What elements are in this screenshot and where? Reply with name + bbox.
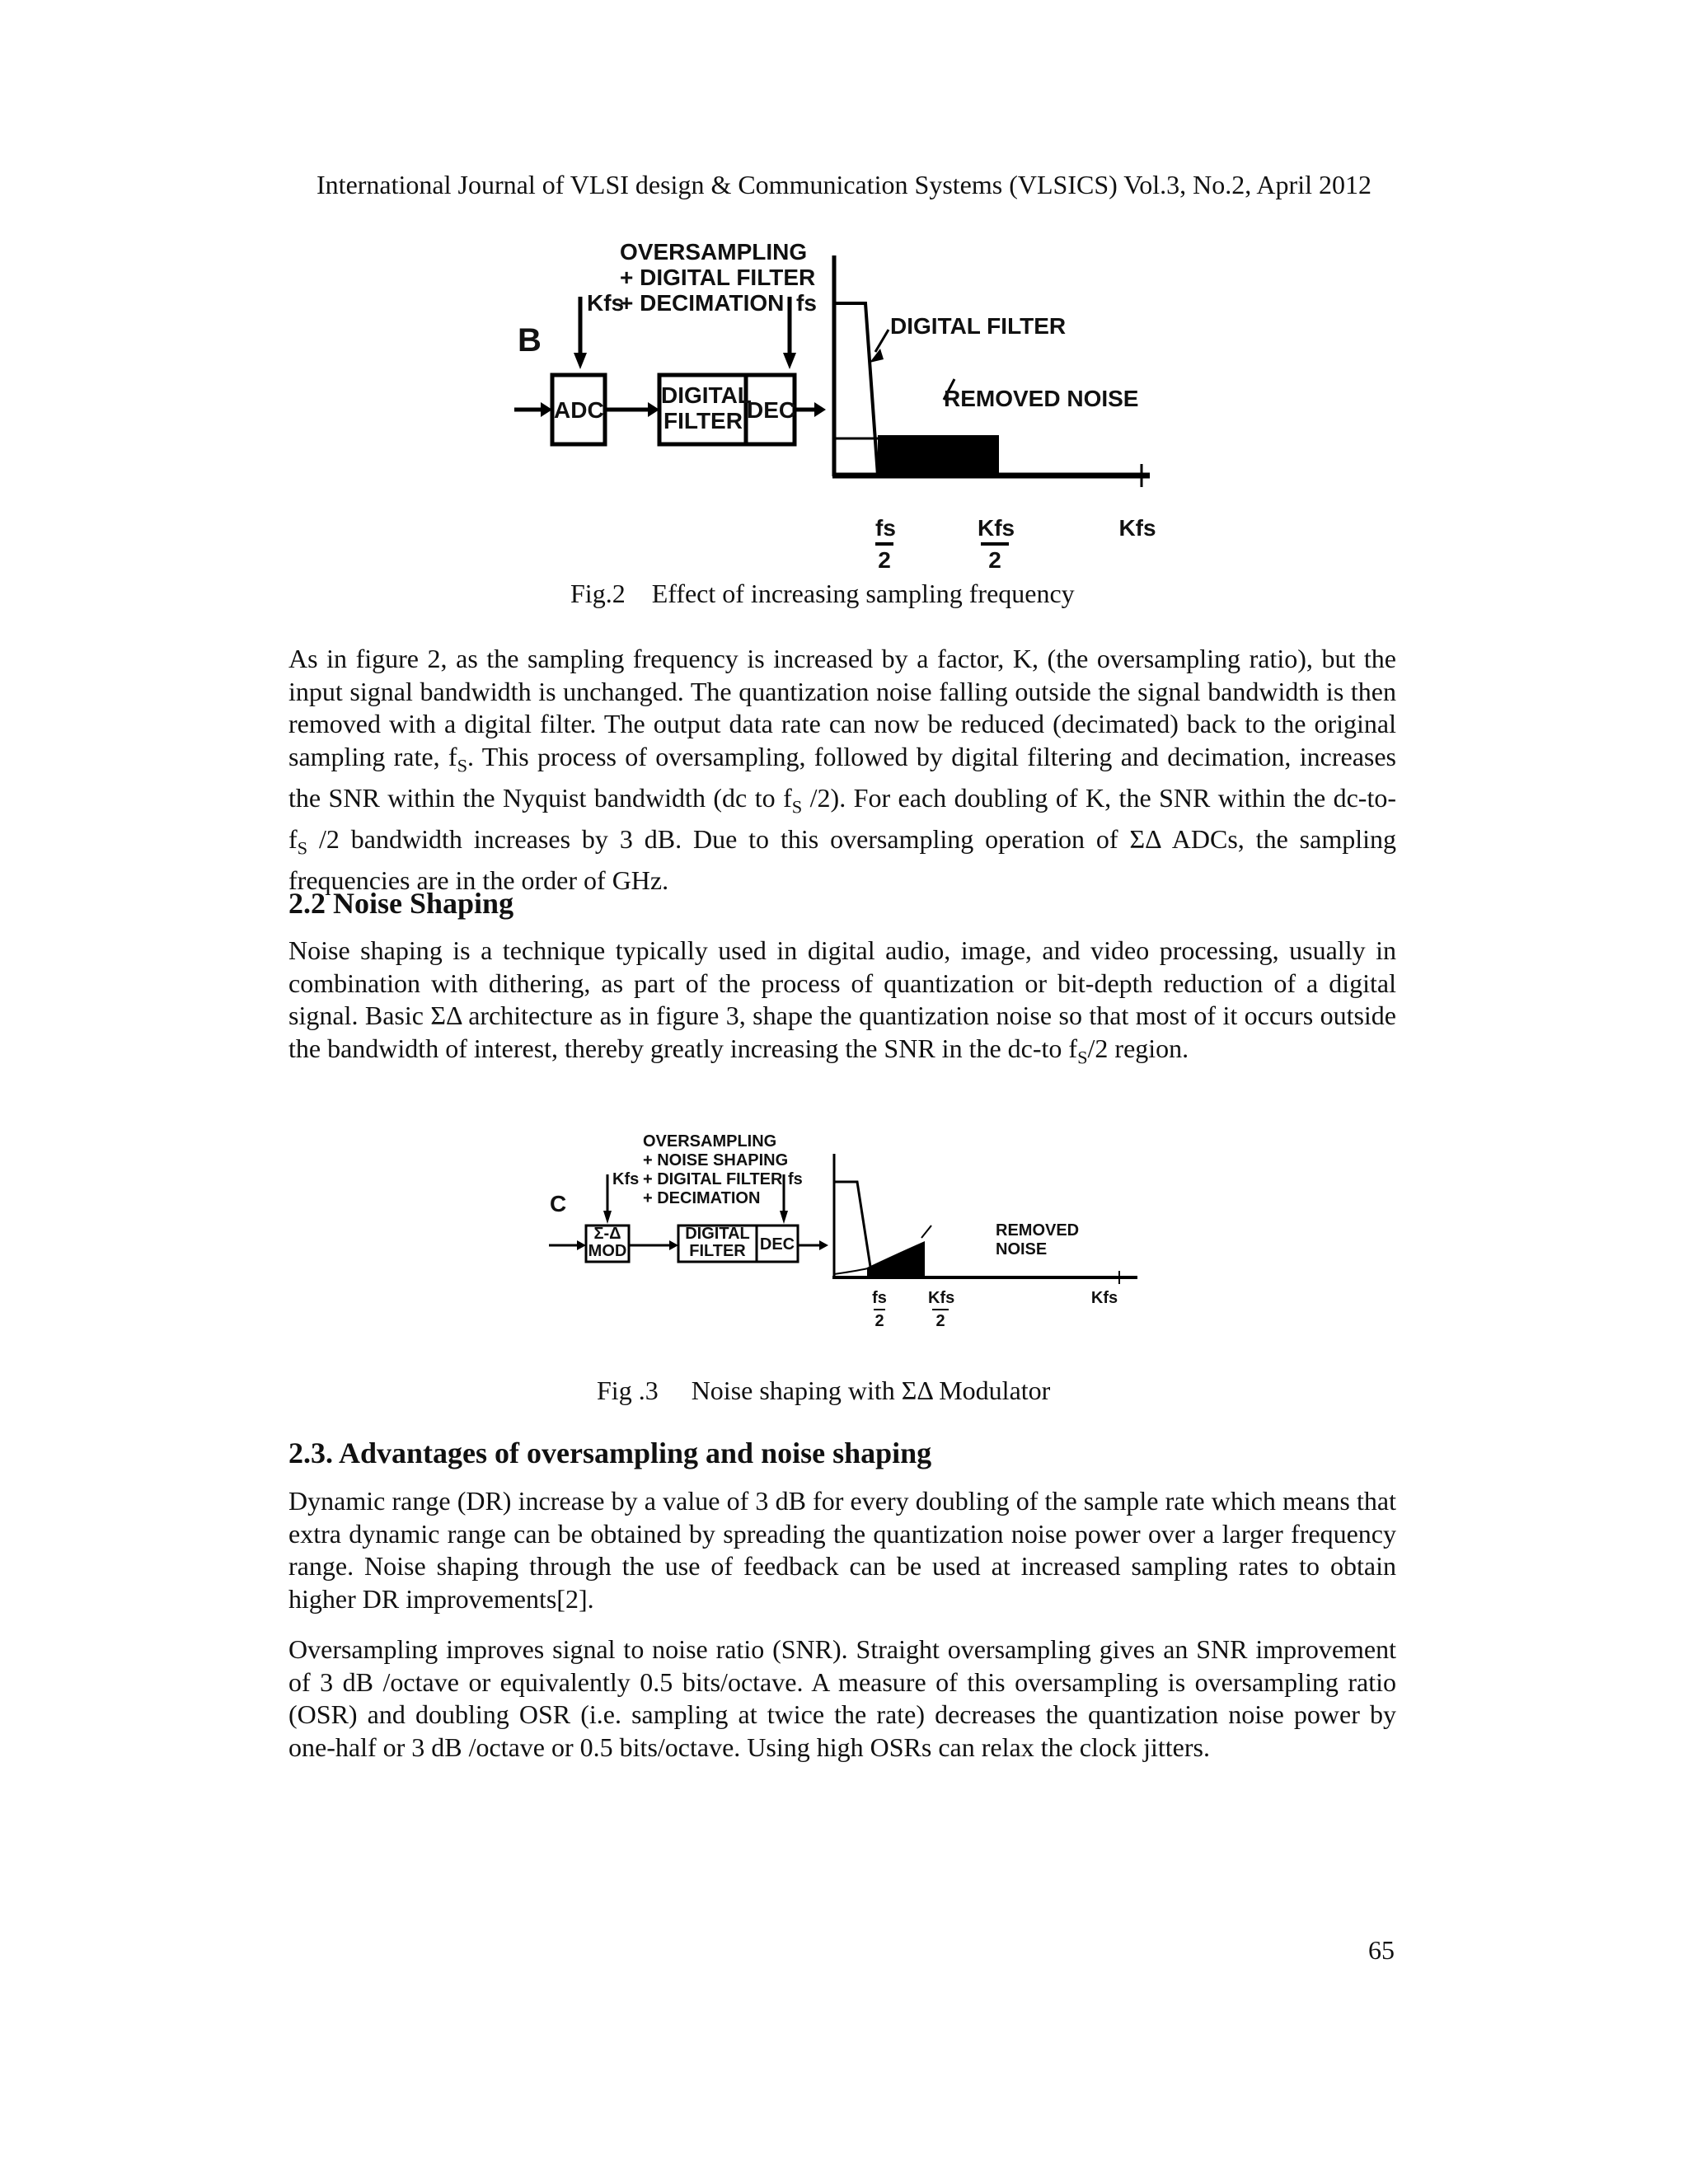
figure-2-process-label: [620, 239, 815, 316]
figure-2-removed-noise-annotation: REMOVED NOISE: [944, 386, 1139, 411]
figure-2-tick-1-denominator: 2: [878, 547, 891, 573]
figure-2-caption: Fig.2 Effect of increasing sampling frequency: [570, 579, 1075, 608]
figure-2-output-rate-label: fs: [796, 290, 817, 316]
paragraph-dynamic-range: Dynamic range (DR) increase by a value of 3 dB for every doubling of the sample rate which means that extra dynamic range can be obtained by spreading the quantization noise power over a larger frequency range. Noise shaping through the use of feedback can be used at increased sampling rates to obtain higher DR improvements[2].: [288, 1486, 1396, 1614]
figure-2-tick-2-denominator: 2: [988, 547, 1001, 573]
figure-3-noise-line-1: REMOVED: [996, 1221, 1080, 1240]
paragraph-oversampling-effect: As in figure 2, as the sampling frequency is increased by a factor, K, (the oversampling ratio), but the input signal bandwidth is unchanged. The quantization noise falling outside the signal bandwidth is then removed with a digital filter. The output data rate can now be reduced (decimated) back to the original sampling rate, $f_S$. This process of oversampling, followed by digital filtering and decimation, increases the SNR within the Nyquist bandwidth (dc to $f_S$ /2). For each doubling of K, the SNR within the dc-to- $f_S$ /2 bandwidth increases by 3 dB. Due to this oversampling operation of ΣΔ ADCs, the sampling frequencies are in the order of GHz.: [288, 644, 1397, 895]
figure-3-block-modulator: [587, 1226, 628, 1260]
figure-2-filter-line-1: DIGITAL: [661, 382, 752, 408]
paragraph-noise-shaping: Noise shaping is a technique typically used in digital audio, image, and video processing, usually in combination with dithering, as part of the process of quantization or bit-depth reduction of a digital signal. Basic ΣΔ architecture as in figure 3, shape the quantization noise so that most of it occurs outside the bandwidth of interest, thereby greatly increasing the SNR in the dc-to $f_S/2$ region.: [288, 935, 1396, 1068]
figure-2-tick-1-numerator: fs: [875, 515, 896, 541]
figure-2-process-line-1: OVERSAMPLING: [620, 239, 808, 265]
figure-3-process-line-4: + DECIMATION: [643, 1189, 761, 1207]
paragraph-snr-improvement: Oversampling improves signal to noise ratio (SNR). Straight oversampling gives an SNR improvement of 3 dB /octave or equivalently 0.5 bits/octave. A measure of this oversampling is oversampling ratio (OSR) and doubling OSR (i.e. sampling at twice the rate) decreases the quantization noise power by one-half or 3 dB /octave or 0.5 bits/octave. Using high OSRs can relax the clock jitters.: [288, 1634, 1396, 1762]
figure-2-process-line-3: + DECIMATION: [620, 290, 785, 316]
figure-3-process-line-2: + NOISE SHAPING: [643, 1151, 789, 1169]
figure-2-filter-line-2: FILTER: [663, 408, 743, 434]
figure-3-input-rate-label: Kfs: [612, 1170, 640, 1188]
figure-3-process-label: [643, 1132, 788, 1208]
figure-2-panel-letter: B: [518, 322, 542, 359]
journal-header: International Journal of VLSI design & Communication Systems (VLSICS) Vol.3, No.2, April 2012: [316, 170, 1372, 199]
figure-3-mod-line-1: Σ-Δ: [593, 1225, 621, 1243]
figure-3-process-line-1: OVERSAMPLING: [643, 1132, 777, 1151]
figure-3-tick-2-numerator: Kfs: [928, 1289, 955, 1307]
figure-3-block-dec: DEC: [759, 1235, 795, 1254]
figure-3-caption: Fig .3 Noise shaping with ΣΔ Modulator: [597, 1376, 1051, 1405]
figure-3-tick-1-denominator: 2: [874, 1312, 884, 1330]
figure-2-block-adc: ADC: [554, 397, 604, 423]
figure-3-filter-line-2: FILTER: [689, 1242, 746, 1260]
figure-3-block-digital-filter: [679, 1226, 756, 1260]
section-heading-2-3: 2.3. Advantages of oversampling and noise shaping: [288, 1436, 932, 1469]
section-heading-2-2: 2.2 Noise Shaping: [288, 887, 514, 920]
figure-3-mod-line-2: MOD: [588, 1242, 627, 1260]
figure-3-noise-line-2: NOISE: [996, 1240, 1048, 1258]
figure-2: [495, 231, 1170, 585]
figure-3-tick-3: Kfs: [1090, 1289, 1118, 1307]
figure-2-block-dec: DEC: [747, 397, 796, 423]
figure-3-tick-1-numerator: fs: [872, 1289, 887, 1307]
page-number: 65: [1368, 1935, 1395, 1965]
figure-2-block-digital-filter: [661, 382, 752, 434]
figure-2-input-rate-label: Kfs: [587, 290, 625, 316]
figure-3-panel-letter: C: [550, 1191, 567, 1216]
figure-3: [544, 1129, 1137, 1352]
figure-2-digital-filter-annotation: DIGITAL FILTER: [890, 313, 1067, 339]
figure-2-tick-2-numerator: Kfs: [978, 515, 1015, 541]
figure-3-output-rate-label: fs: [788, 1170, 803, 1188]
figure-3-removed-noise-annotation: [996, 1221, 1079, 1259]
figure-3-filter-line-1: DIGITAL: [685, 1225, 750, 1243]
figure-3-process-line-3: + DIGITAL FILTER: [643, 1170, 783, 1188]
figure-3-tick-2-denominator: 2: [935, 1312, 945, 1330]
figure-2-tick-3: Kfs: [1118, 515, 1156, 541]
figure-2-process-line-2: + DIGITAL FILTER: [620, 265, 816, 290]
